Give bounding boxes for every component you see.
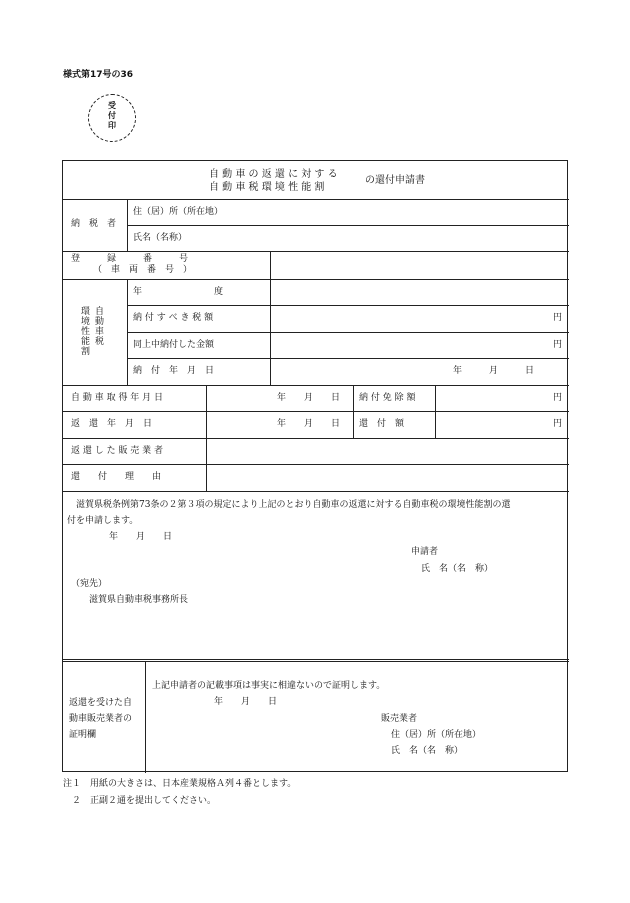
title-line-2: 自 動 車 税 環 境 性 能 割	[209, 182, 325, 193]
note-2: ２ 正副２通を提出してください。	[63, 796, 217, 806]
application-text-line-2: 付を申請します。	[67, 516, 139, 526]
reception-stamp-circle	[88, 94, 136, 142]
office-name: 滋賀県自動車税事務所長	[89, 595, 189, 605]
divider	[63, 279, 569, 280]
taxpayer-label: 納 税 者	[71, 219, 117, 229]
env-tax-vertical-label	[81, 307, 105, 357]
exemption-yen: 円	[553, 393, 563, 403]
title-suffix: の還付申請書	[365, 175, 425, 186]
return-date-label: 返 還 年 月 日	[71, 419, 153, 429]
divider	[63, 251, 569, 252]
divider	[127, 358, 569, 359]
certification-label-line-2: 動車販売業者の	[69, 714, 133, 724]
tax-due-yen: 円	[553, 313, 563, 323]
returned-dealer-label: 返 還 し た 販 売 業 者	[71, 446, 164, 456]
fiscal-year-label: 年 度	[133, 287, 224, 297]
divider	[63, 438, 569, 439]
divider	[127, 332, 569, 333]
applicant-name-label: 氏 名（名 称）	[421, 564, 494, 574]
divider	[270, 279, 271, 385]
divider	[63, 464, 569, 465]
double-divider	[63, 659, 569, 662]
tax-due-label: 納 付 す べ き 税 額	[133, 313, 214, 323]
acquisition-date-label: 自 動 車 取 得 年 月 日	[71, 393, 164, 403]
divider	[127, 225, 569, 226]
divider	[127, 305, 569, 306]
divider	[63, 491, 569, 492]
acquisition-date-value: 年 月 日	[277, 393, 341, 403]
taxpayer-address-label: 住（居）所（所在地）	[133, 207, 224, 217]
application-text-line-1: 滋賀県税条例第73条の２第３項の規定により上記のとおり自動車の返還に対する自動車税の環境性能割の還	[67, 500, 511, 510]
application-date: 年 月 日	[109, 532, 173, 542]
paid-date-label: 納 付 年 月 日	[133, 366, 215, 376]
env-tax-col-2: 自動車税	[95, 307, 105, 347]
applicant-label: 申請者	[411, 547, 439, 557]
registration-label: 登 録 番 号	[71, 254, 189, 264]
dealer-name-label: 氏 名（名 称）	[391, 746, 464, 756]
taxpayer-name-label: 氏名（名称）	[133, 233, 188, 243]
paid-amount-yen: 円	[553, 340, 563, 350]
exemption-label: 納 付 免 除 額	[359, 393, 416, 403]
env-tax-col-1: 環境性能割	[81, 307, 91, 357]
divider	[270, 251, 271, 279]
paid-date-value: 年 月 日	[453, 366, 535, 376]
divider	[63, 411, 569, 412]
divider	[145, 662, 146, 773]
application-form-table	[62, 160, 568, 772]
title-line-1: 自 動 車 の 返 還 に 対 す る	[209, 169, 338, 180]
return-date-value: 年 月 日	[277, 419, 341, 429]
vehicle-number-label: （ 車 両 番 号 ）	[93, 265, 193, 275]
divider	[63, 385, 569, 386]
certification-label-line-1: 返還を受けた自	[69, 698, 133, 708]
divider	[63, 199, 569, 200]
dealer-address-label: 住（居）所（所在地）	[391, 730, 482, 740]
certification-statement: 上記申請者の記載事項は事実に相違ないので証明します。	[152, 681, 386, 691]
paid-amount-label: 同上中納付した金額	[133, 340, 215, 350]
note-1: 注１ 用紙の大きさは、日本産業規格Ａ列４番とします。	[63, 779, 297, 789]
form-number: 様式第17号の36	[63, 70, 134, 80]
reception-stamp-text: 受 付 印	[108, 101, 116, 130]
addressee-label: （宛先）	[71, 579, 108, 589]
refund-reason-label: 還 付 理 由	[71, 472, 162, 482]
certification-date: 年 月 日	[214, 697, 278, 707]
refund-label: 還 付 額	[359, 419, 405, 429]
certification-label-line-3: 証明欄	[69, 730, 97, 740]
dealer-label: 販売業者	[381, 714, 418, 724]
refund-yen: 円	[553, 419, 563, 429]
